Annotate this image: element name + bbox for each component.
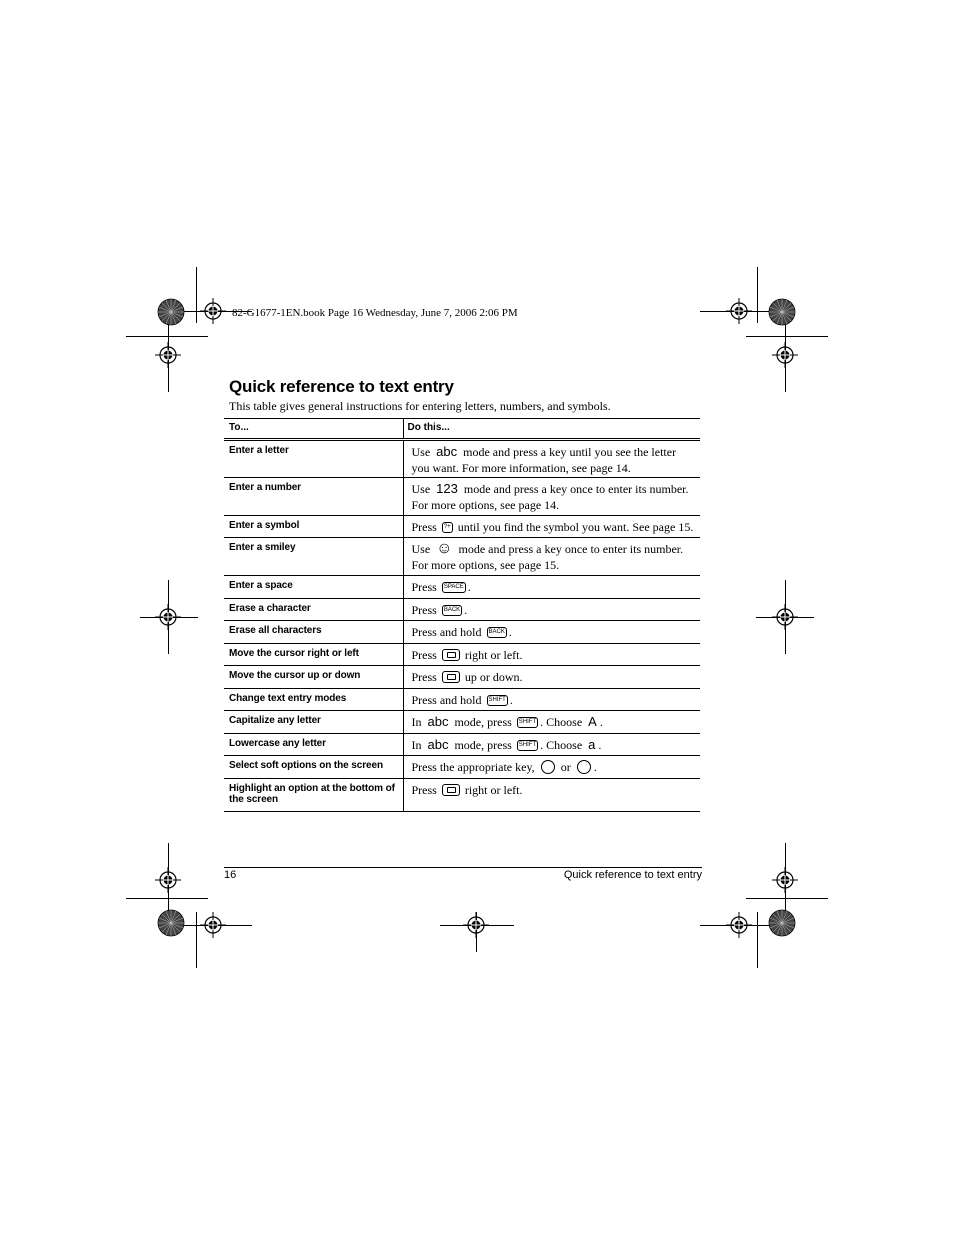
- instruction-text: Press: [411, 580, 437, 594]
- shift-key-icon: SHIFT: [517, 740, 538, 751]
- right-softkey-icon: [577, 760, 591, 774]
- instruction-text: Press: [411, 520, 437, 534]
- page-title: Quick reference to text entry: [229, 377, 454, 396]
- footer-rule: [224, 867, 702, 868]
- instruction-cell: [403, 478, 700, 516]
- action-cell: Enter a space: [224, 576, 403, 599]
- table-row: [224, 711, 700, 734]
- table-row: [224, 666, 700, 689]
- instruction-cell: [403, 621, 700, 644]
- action-cell: Enter a smiley: [224, 538, 403, 576]
- table-row: [224, 779, 700, 812]
- table-row: [224, 621, 700, 644]
- table-row: [224, 440, 700, 478]
- instruction-text: . Choose: [540, 738, 583, 752]
- instruction-text: mode, press: [454, 715, 512, 729]
- page-number: 16: [224, 869, 237, 881]
- table-row: [224, 689, 700, 711]
- column-header-do: Do this...: [403, 419, 700, 440]
- case-glyph: a: [588, 737, 596, 752]
- instruction-text: .: [467, 580, 471, 594]
- shift-key-icon: SHIFT: [517, 717, 538, 728]
- instruction-text: right or left.: [464, 783, 523, 797]
- instruction-cell: [403, 666, 700, 689]
- instruction-text: mode and press a key once to enter its number. For more options, see page 15.: [411, 542, 684, 572]
- abc-mode-icon: abc: [427, 714, 449, 729]
- instruction-cell: [403, 734, 700, 756]
- instruction-text: or: [560, 760, 571, 774]
- instruction-text: Press the appropriate key,: [411, 760, 535, 774]
- instruction-text: right or left.: [464, 648, 523, 662]
- action-cell: Erase all characters: [224, 621, 403, 644]
- table-row: [224, 576, 700, 599]
- 123-mode-icon: 123: [436, 481, 458, 496]
- column-header-to: To...: [224, 419, 403, 440]
- instruction-cell: [403, 440, 700, 478]
- instruction-cell: [403, 644, 700, 666]
- instruction-cell: [403, 516, 700, 538]
- action-cell: Enter a letter: [224, 440, 403, 478]
- table-row: [224, 516, 700, 538]
- instruction-cell: [403, 576, 700, 599]
- table-row: [224, 644, 700, 666]
- left-softkey-icon: [541, 760, 555, 774]
- action-cell: Capitalize any letter: [224, 711, 403, 734]
- action-cell: Highlight an option at the bottom of the screen: [224, 779, 403, 812]
- instruction-text: Use: [411, 445, 431, 459]
- abc-mode-icon: abc: [436, 444, 458, 459]
- case-glyph: A: [588, 714, 597, 729]
- action-cell: Enter a number: [224, 478, 403, 516]
- instruction-text: Press: [411, 648, 437, 662]
- action-cell: Move the cursor right or left: [224, 644, 403, 666]
- back-key-icon: BACK: [487, 627, 507, 638]
- instruction-text: Use: [411, 482, 431, 496]
- action-cell: Change text entry modes: [224, 689, 403, 711]
- instruction-text: Use: [411, 542, 431, 556]
- instruction-text: mode, press: [454, 738, 512, 752]
- instruction-text: .: [509, 693, 513, 707]
- instruction-text: Press and hold: [411, 693, 482, 707]
- action-cell: Enter a symbol: [224, 516, 403, 538]
- table-row: [224, 538, 700, 576]
- instruction-text: up or down.: [464, 670, 523, 684]
- instruction-text: Press: [411, 603, 437, 617]
- instruction-cell: [403, 779, 700, 812]
- table-row: [224, 734, 700, 756]
- nav-key-icon: [442, 649, 460, 661]
- shift-key-icon: SHIFT: [487, 695, 508, 706]
- space-key-icon: SPACE: [442, 582, 466, 593]
- table-row: [224, 756, 700, 779]
- instruction-text: In: [411, 715, 422, 729]
- instruction-cell: [403, 711, 700, 734]
- instruction-text: .: [598, 738, 602, 752]
- action-cell: Select soft options on the screen: [224, 756, 403, 779]
- symbol-key-icon: ?+: [442, 522, 453, 533]
- instruction-text: until you find the symbol you want. See page 15.: [457, 520, 694, 534]
- table-row: [224, 478, 700, 516]
- intro-text: This table gives general instructions for entering letters, numbers, and symbols.: [229, 399, 611, 413]
- instruction-text: Press and hold: [411, 625, 482, 639]
- instruction-text: .: [599, 715, 603, 729]
- instruction-text: . Choose: [540, 715, 583, 729]
- action-cell: Move the cursor up or down: [224, 666, 403, 689]
- table-header-row: [224, 419, 700, 440]
- table-row: [224, 599, 700, 621]
- instruction-cell: [403, 538, 700, 576]
- nav-key-icon: [442, 784, 460, 796]
- instruction-cell: [403, 689, 700, 711]
- text-entry-table: [224, 418, 700, 812]
- instruction-text: .: [593, 760, 597, 774]
- instruction-text: mode and press a key once to enter its number. For more options, see page 14.: [411, 482, 689, 512]
- instruction-text: .: [508, 625, 512, 639]
- instruction-text: In: [411, 738, 422, 752]
- instruction-text: .: [464, 603, 468, 617]
- table-body: [224, 440, 700, 812]
- instruction-text: Press: [411, 670, 437, 684]
- instruction-text: Press: [411, 783, 437, 797]
- instruction-cell: [403, 599, 700, 621]
- book-info-header: 82-G1677-1EN.book Page 16 Wednesday, June 7, 2006 2:06 PM: [232, 307, 518, 319]
- action-cell: Erase a character: [224, 599, 403, 621]
- abc-mode-icon: abc: [427, 737, 449, 752]
- smiley-mode-icon: ☺: [436, 540, 453, 557]
- back-key-icon: BACK: [442, 605, 462, 616]
- instruction-cell: [403, 756, 700, 779]
- footer-section-name: Quick reference to text entry: [563, 869, 702, 881]
- nav-key-icon: [442, 671, 460, 683]
- instruction-text: mode and press a key until you see the letter you want. For more information, see page 14.: [411, 445, 677, 475]
- action-cell: Lowercase any letter: [224, 734, 403, 756]
